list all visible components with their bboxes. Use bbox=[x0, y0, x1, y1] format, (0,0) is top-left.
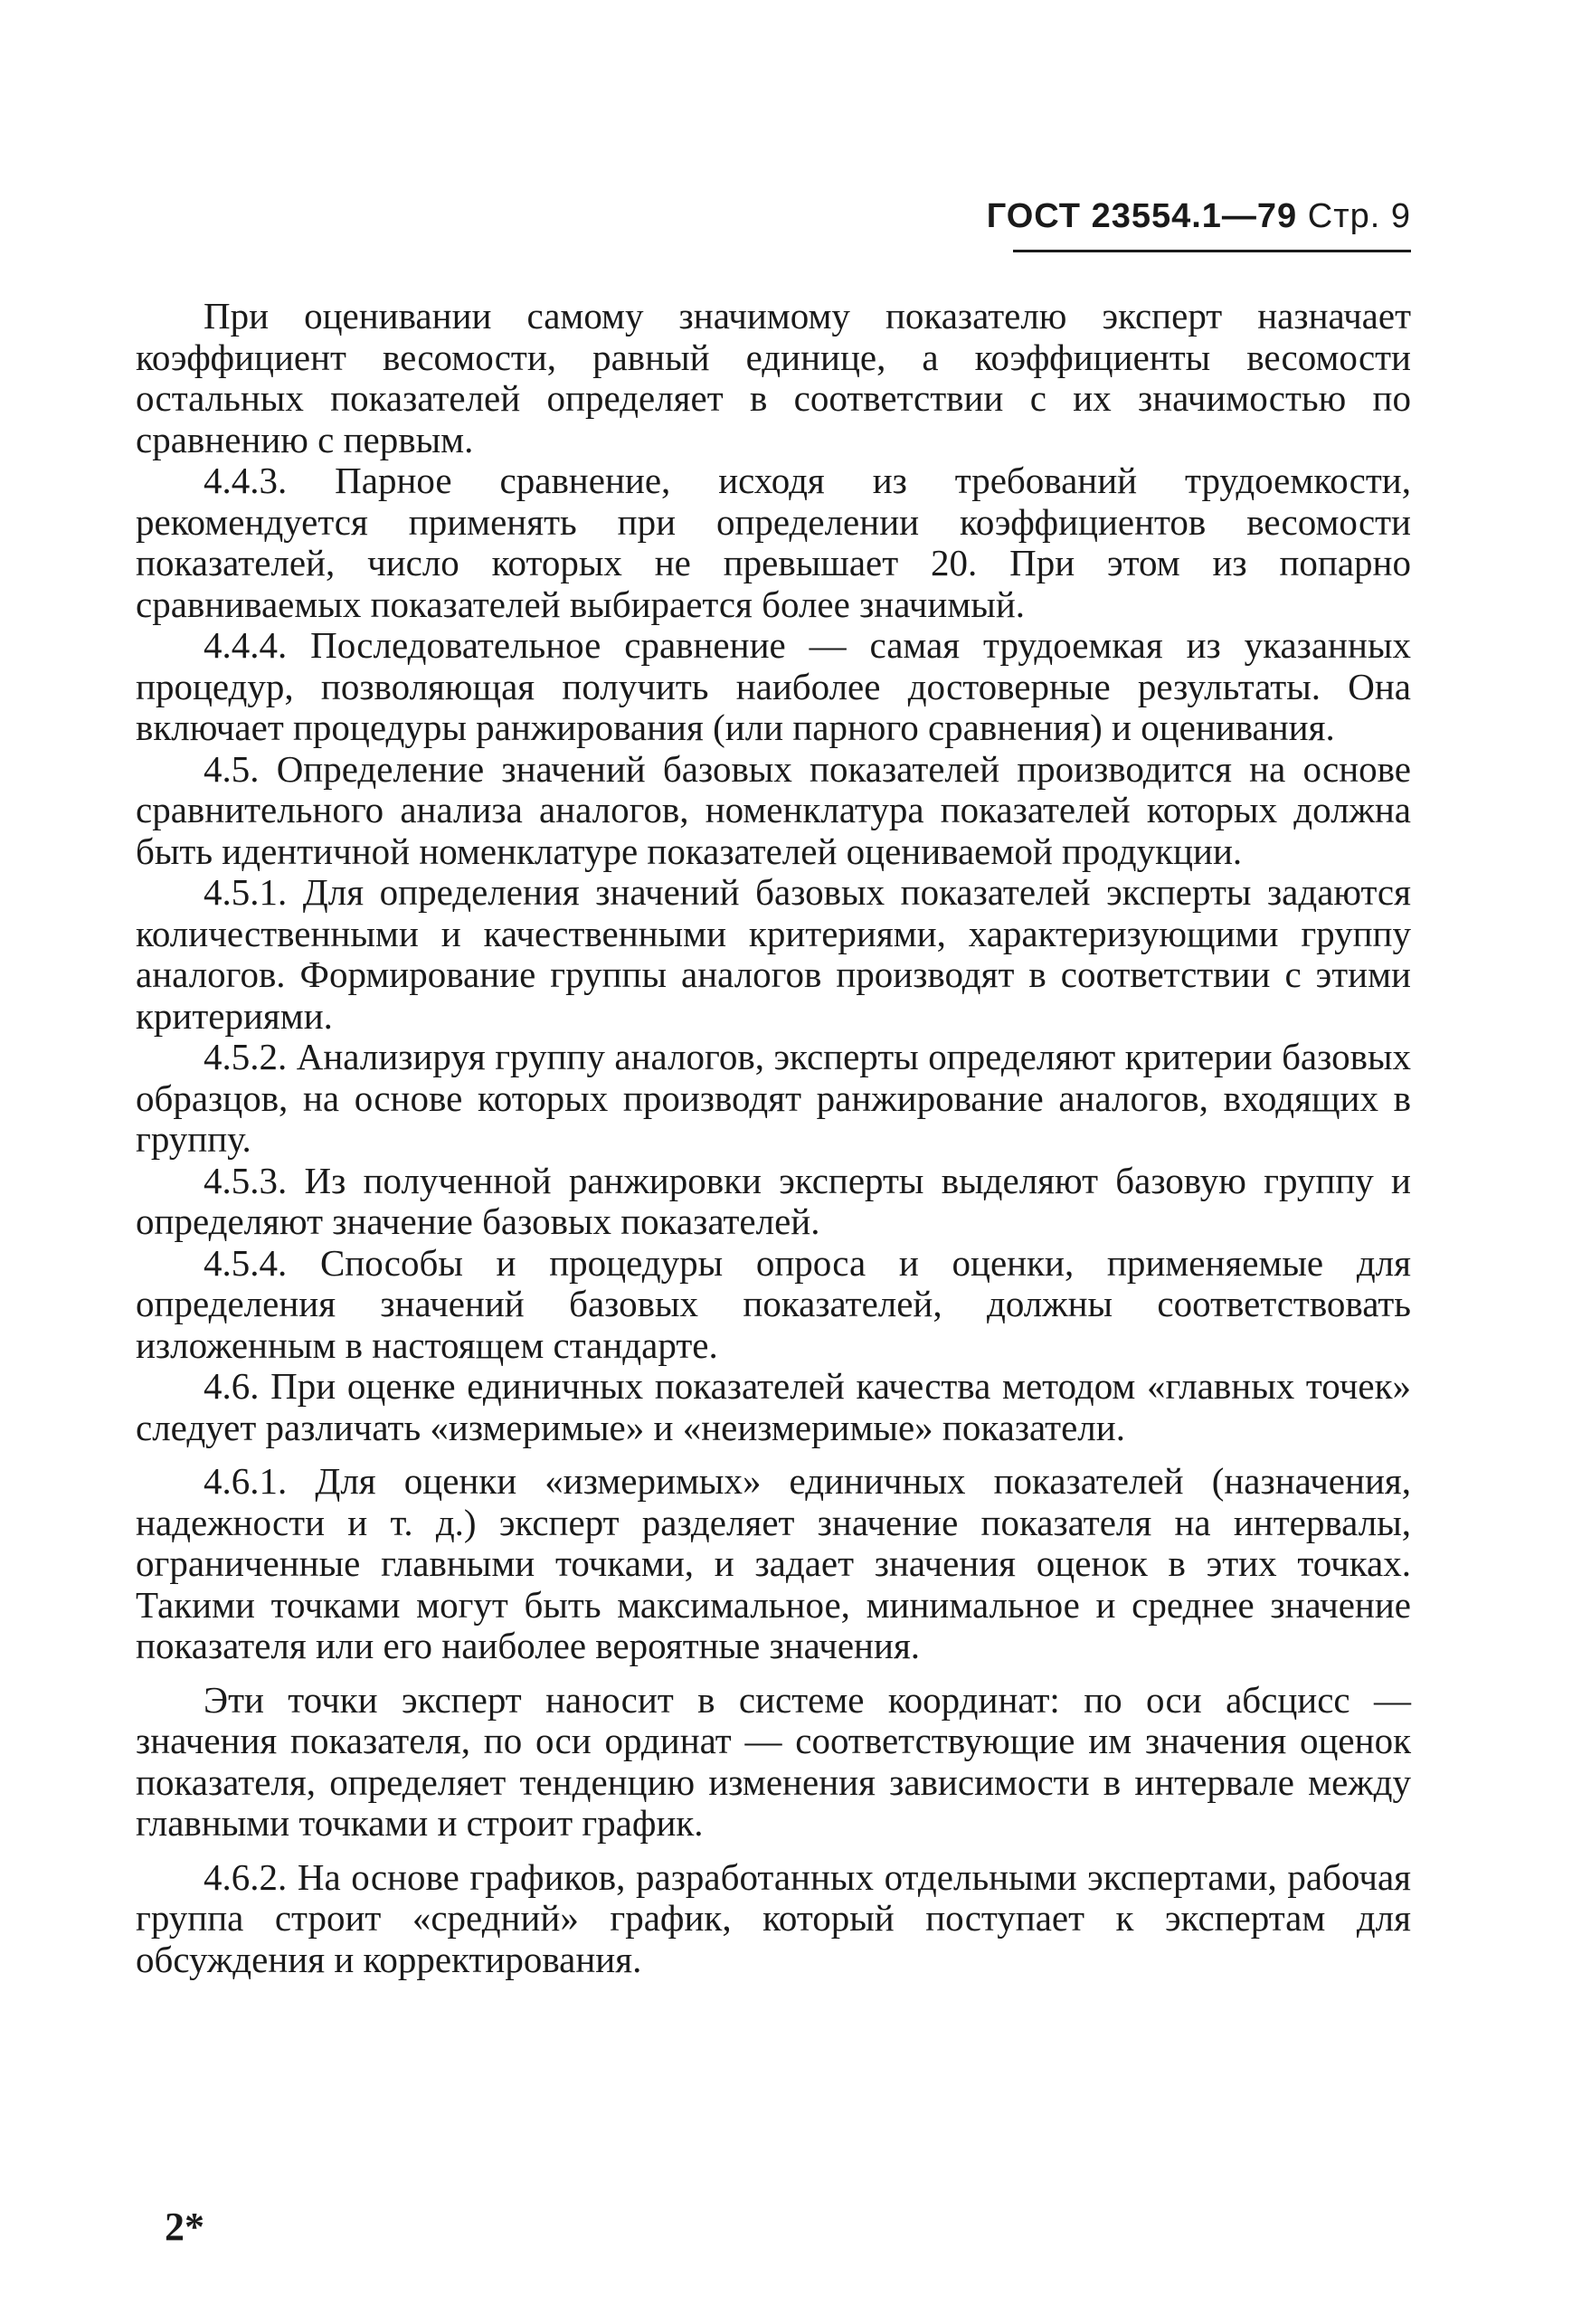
paragraph: 4.4.4. Последовательное сравнение — самая трудоемкая из указанных процедур, позволяющая получить наиболее достоверные результаты. Она включает процедуры ранжирования (или парного сравнения) и оценивания. bbox=[136, 624, 1411, 748]
paragraph: При оценивании самому значимому показателю эксперт назначает коэффициент весомости, равный единице, а коэффициенты весомости остальных показателей определяет в соответствии с их значимостью по сравнению с первым. bbox=[136, 295, 1411, 460]
paragraph: Эти точки эксперт наносит в системе координат: по оси абсцисс — значения показателя, по оси ординат — соответствующие им значения оценок показателя, определяет тенденцию изменения зависимости в интервале между главными точками и строит график. bbox=[136, 1678, 1411, 1844]
paragraph: 4.4.3. Парное сравнение, исходя из требований трудоемкости, рекомендуется применять при определении коэффициентов весомости показателей, число которых не превышает 20. При этом из попарно сравниваемых показателей выбирается более значимый. bbox=[136, 460, 1411, 625]
header-rule bbox=[1013, 250, 1411, 252]
paragraph: 4.5.1. Для определения значений базовых показателей эксперты задаются количественными и качественными критериями, характеризующими группу аналогов. Формирование группы аналогов производят в соответствии с этими критериями. bbox=[136, 871, 1411, 1037]
paragraph: 4.6.1. Для оценки «измеримых» единичных показателей (назначения, надежности и т. д.) эксперт разделяет значение показателя на интервалы, ограниченные главными точками, и задает значения оценок в этих точках. Такими точками могут быть максимальное, минимальное и среднее значение показателя или его наиболее вероятные значения. bbox=[136, 1460, 1411, 1666]
paragraph: 4.5.4. Способы и процедуры опроса и оценки, применяемые для определения значений базовых показателей, должны соответствовать изложенным в настоящем стандарте. bbox=[136, 1241, 1411, 1366]
paragraph: 4.6. При оценке единичных показателей качества методом «главных точек» следует различать «измеримые» и «неизмеримые» показатели. bbox=[136, 1365, 1411, 1448]
paragraph: 4.5.2. Анализируя группу аналогов, эксперты определяют критерии базовых образцов, на основе которых производят ранжирование аналогов, входящих в группу. bbox=[136, 1036, 1411, 1160]
page-number: Стр. 9 bbox=[1307, 197, 1411, 235]
signature-mark: 2* bbox=[165, 2205, 204, 2249]
page-header bbox=[923, 197, 1411, 236]
document-page bbox=[136, 0, 1411, 2324]
standard-number: ГОСТ 23554.1—79 bbox=[986, 197, 1298, 235]
paragraph: 4.5.3. Из полученной ранжировки эксперты выделяют базовую группу и определяют значение базовых показателей. bbox=[136, 1159, 1411, 1242]
body-text bbox=[136, 296, 1411, 1980]
paragraph: 4.6.2. На основе графиков, разработанных отдельными экспертами, рабочая группа строит «средний» график, который поступает к экспертам для обсуждения и корректирования. bbox=[136, 1855, 1411, 1980]
paragraph: 4.5. Определение значений базовых показателей производится на основе сравнительного анализа аналогов, номенклатура показателей которых должна быть идентичной номенклатуре показателей оцениваемой продукции. bbox=[136, 747, 1411, 872]
